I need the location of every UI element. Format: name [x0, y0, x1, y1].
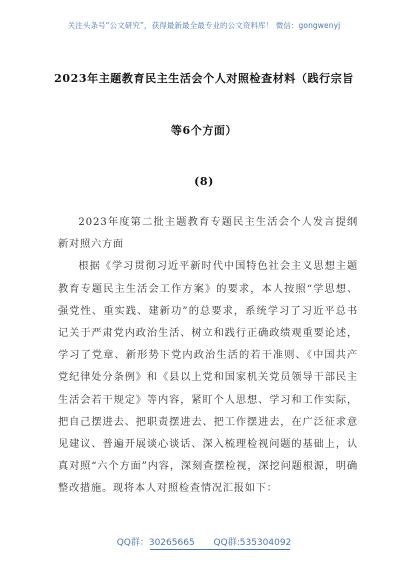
document-number: (8) — [194, 175, 214, 188]
header-banner: 关注头条号“公文研究”，获得最新最全最专业的公文资料库！ 微信：gongwenyj — [67, 21, 341, 30]
document-title-line-2: 等6个方面） — [170, 124, 238, 137]
footer-qq-group-1: QQ群：30265665 — [116, 538, 195, 548]
body-paragraph-2: 根据《学习贯彻习近平新时代中国特色社会主义思想主题教育专题民主生活会工作方案》的要求，本人按照“学思想、强党性、重实践、建新功”的总要求，系统学习了习近平总书记关于严肃党内政治生活、树立和践行正确政绩观重要论述，学习了党章、新形势下党内政治生活的若干准则、《中国共产党纪律处分条例》和《县以上党和国家机关党员领导干部民主生活会若干规定》等内容，紧盯个人思想、学习和工作实际，把自己摆进去、把职责摆进去、把工作摆进去，在广泛征求意见建议、普遍开展谈心谈话、深入梳理检视问题的基础上，认真对照“六个方面”内容，深刻查摆检视，深挖问题根源，明确整改措施。现将本人对照检查情况汇报如下： — [58, 261, 358, 495]
document-title-line-1: 2023年主题教育民主生活会个人对照检查材料（践行宗旨 — [54, 72, 354, 85]
document-body — [58, 212, 358, 501]
footer-contact — [0, 535, 408, 548]
body-paragraph-1: 2023年度第二批主题教育专题民主生活会个人发言提纲新对照六方面 — [58, 217, 358, 251]
footer-underline — [150, 549, 290, 550]
footer-qq-group-2: QQ群:535304092 — [213, 538, 292, 548]
